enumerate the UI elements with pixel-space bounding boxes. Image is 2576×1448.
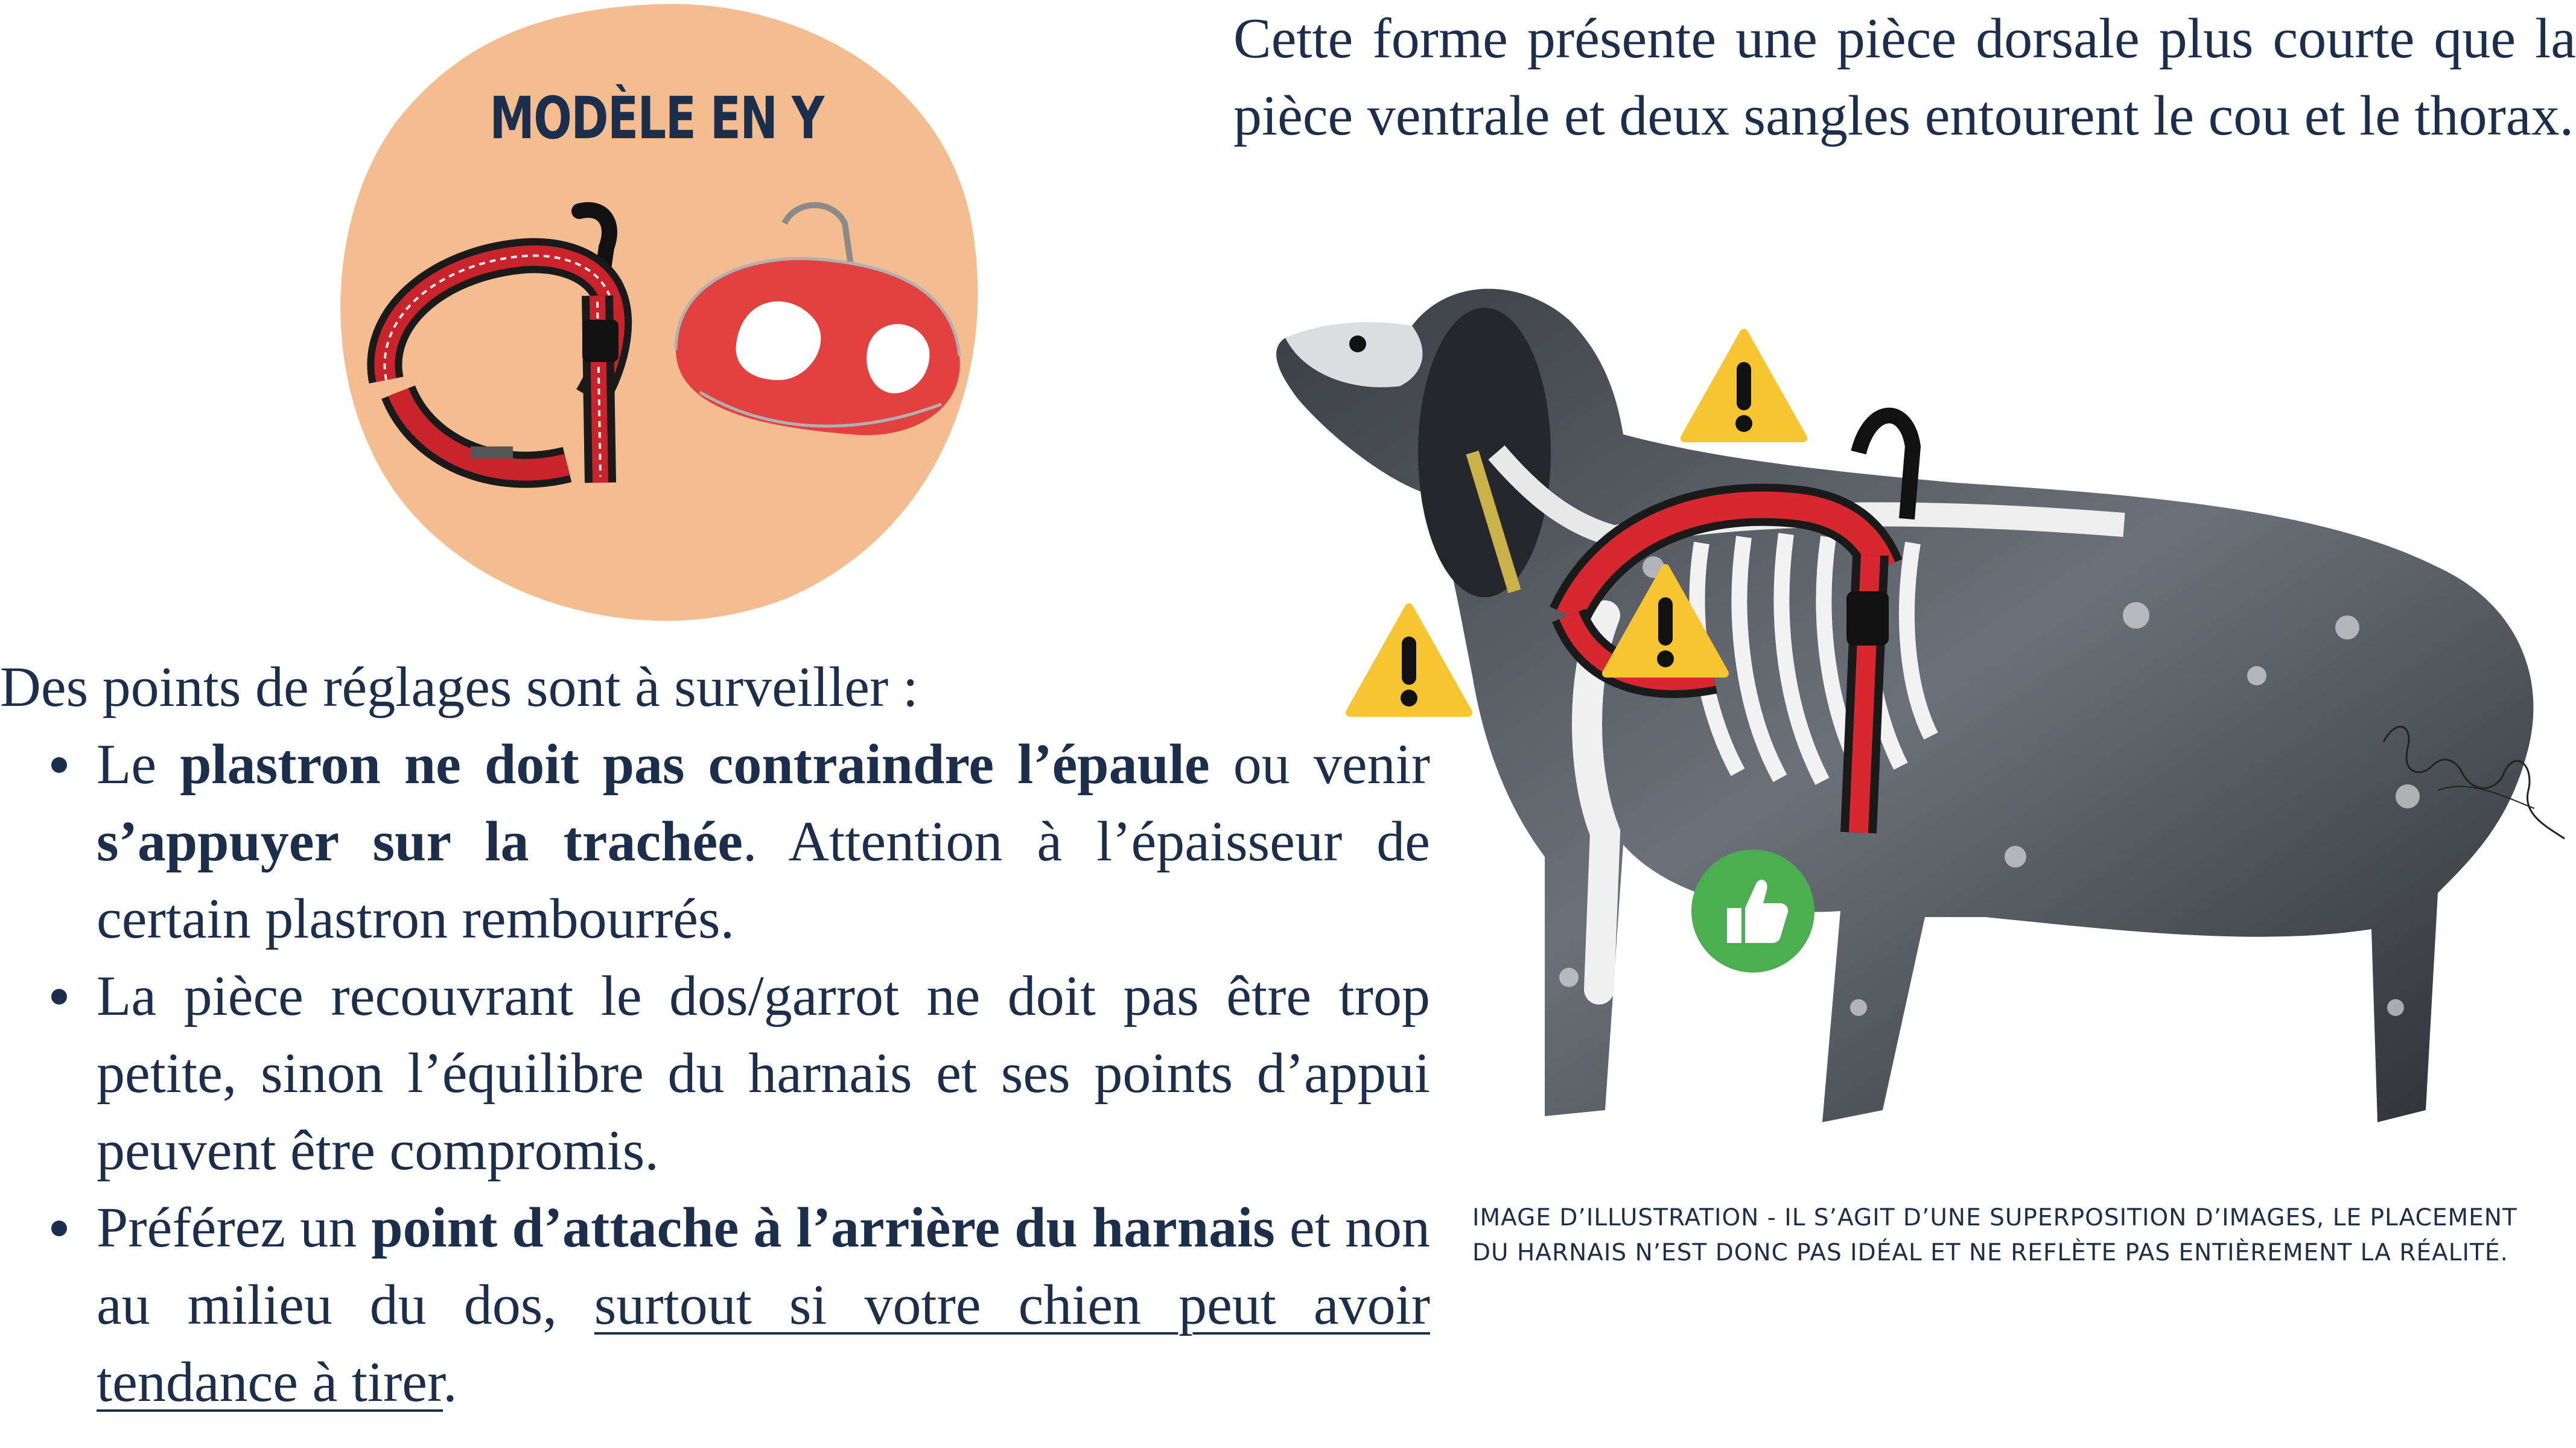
artist-signature-image	[2377, 706, 2571, 845]
list-item: La pièce recouvrant le dos/garrot ne doit pas être trop petite, sinon l’équilibre du harnais et ses points d’appui peuvent être compromis.	[97, 957, 1430, 1189]
thumbs-up-icon	[1690, 848, 1816, 974]
warning-icon	[1343, 600, 1475, 721]
adjustment-points-heading: Des points de réglages sont à surveiller :	[0, 656, 918, 719]
warning-icon	[1678, 326, 1810, 446]
dog-harness-illustration	[1231, 253, 2576, 1195]
intro-paragraph: Cette forme présente une pièce dorsale plus courte que la pièce ventrale et deux sangles entourent le cou et le thorax.	[1233, 7, 2576, 147]
bullet-icon	[51, 757, 67, 773]
list-item: Préférez un point d’attache à l’arrière du harnais et non au milieu du dos, surtout si votre chien peut avoir tendance à tirer.	[97, 1189, 1430, 1421]
bullet-icon	[51, 1221, 67, 1236]
model-title: MODÈLE EN Y	[489, 84, 824, 152]
bullet-icon	[51, 989, 67, 1005]
warning-icon	[1599, 561, 1732, 682]
list-item: Le plastron ne doit pas contraindre l’épaule ou venir s’appuyer sur la trachée. Attention à l’épaisseur de certain plastron rembourrés.	[97, 726, 1430, 957]
harness-black-red-image	[362, 199, 652, 501]
harness-red-vest-image	[652, 199, 978, 453]
illustration-caption: IMAGE D’ILLUSTRATION - IL S’AGIT D’UNE SUPERPOSITION D’IMAGES, LE PLACEMENT DU HARNAIS N’EST DONC PAS IDÉAL ET NE REFLÈTE PAS ENTIÈREMENT LA RÉALITÉ.	[1472, 1204, 2517, 1266]
adjustment-points-list	[0, 726, 1430, 1421]
